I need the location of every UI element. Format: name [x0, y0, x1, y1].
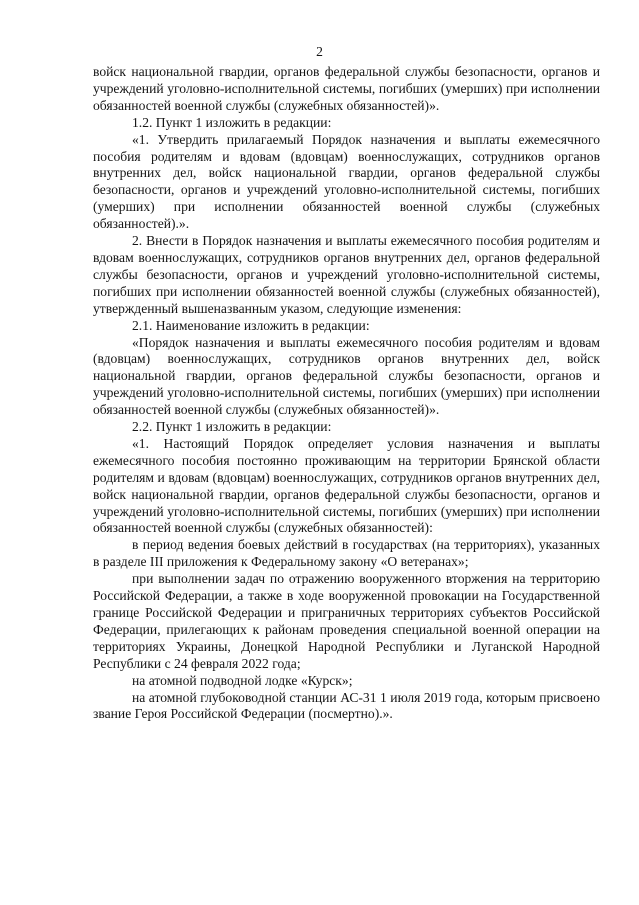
page-number: 2 — [316, 44, 323, 59]
paragraph-quote-1: «1. Утвердить прилагаемый Порядок назначения и выплаты ежемесячного пособия родителям и вдовам (вдовцам) военнослужащих, сотрудников органов внутренних дел, войск национальной гвардии, органов федеральной службы безопасности, органов и учреждений уголовно-исполнительной системы, погибших (умерших) при исполнении обязанностей военной службы (служебных обязанностей).». — [93, 131, 600, 232]
paragraph-2: 2. Внести в Порядок назначения и выплаты ежемесячного пособия родителям и вдовам военнослужащих, сотрудников органов внутренних дел, органов федеральной службы безопасности, органов и учреждений уголовно-исполнительной системы, погибших при исполнении обязанностей военной службы (служебных обязанностей), утвержденный вышеназванным указом, следующие изменения: — [93, 233, 600, 316]
paragraph-quote-2: «1. Настоящий Порядок определяет условия назначения и выплаты ежемесячного пособия постоянно проживающим на территории Брянской области родителям и вдовам (вдовцам) военнослужащих, сотрудников органов внутренних дел, войск национальной гвардии, органов федеральной службы безопасности, органов и учреждений уголовно-исполнительной системы, погибших (умерших) при исполнении обязанностей военной службы (служебных обязанностей): — [93, 435, 600, 536]
document-body — [93, 64, 600, 723]
paragraph-condition-2: при выполнении задач по отражению вооруженного вторжения на территорию Российской Федерации, а также в ходе вооруженной провокации на Государственной границе Российской Федерации и приграничных территориях субъектов Российской Федерации, прилегающих к районам проведения специальной военной операции на территориях Украины, Донецкой Народной Республики и Луганской Народной Республики с 24 февраля 2022 года; — [93, 571, 600, 671]
paragraph-condition-3: на атомной подводной лодке «Курск»; — [132, 672, 353, 688]
paragraph-1-2: 1.2. Пункт 1 изложить в редакции: — [132, 114, 332, 130]
paragraph-condition-1: в период ведения боевых действий в государствах (на территориях), указанных в разделе III приложения к Федеральному закону «О ветеранах»; — [93, 537, 600, 570]
paragraph-2-2: 2.2. Пункт 1 изложить в редакции: — [132, 419, 332, 435]
paragraph-2-1: 2.1. Наименование изложить в редакции: — [132, 317, 370, 333]
paragraph-continuation: войск национальной гвардии, органов федеральной службы безопасности, органов и учреждений уголовно-исполнительной системы, погибших (умерших) при исполнении обязанностей военной службы (служебных обязанностей)». — [93, 64, 600, 113]
paragraph-condition-4: на атомной глубоководной станции АС-31 1 июля 2019 года, которым присвоено звание Героя Российской Федерации (посмертно).». — [93, 689, 600, 722]
paragraph-quote-title: «Порядок назначения и выплаты ежемесячного пособия родителям и вдовам (вдовцам) военнослужащих, сотрудников органов внутренних дел, войск национальной гвардии, органов федеральной службы безопасности, органов и учреждений уголовно-исполнительной системы, погибших (умерших) при исполнении обязанностей военной службы (служебных обязанностей)». — [93, 334, 600, 418]
